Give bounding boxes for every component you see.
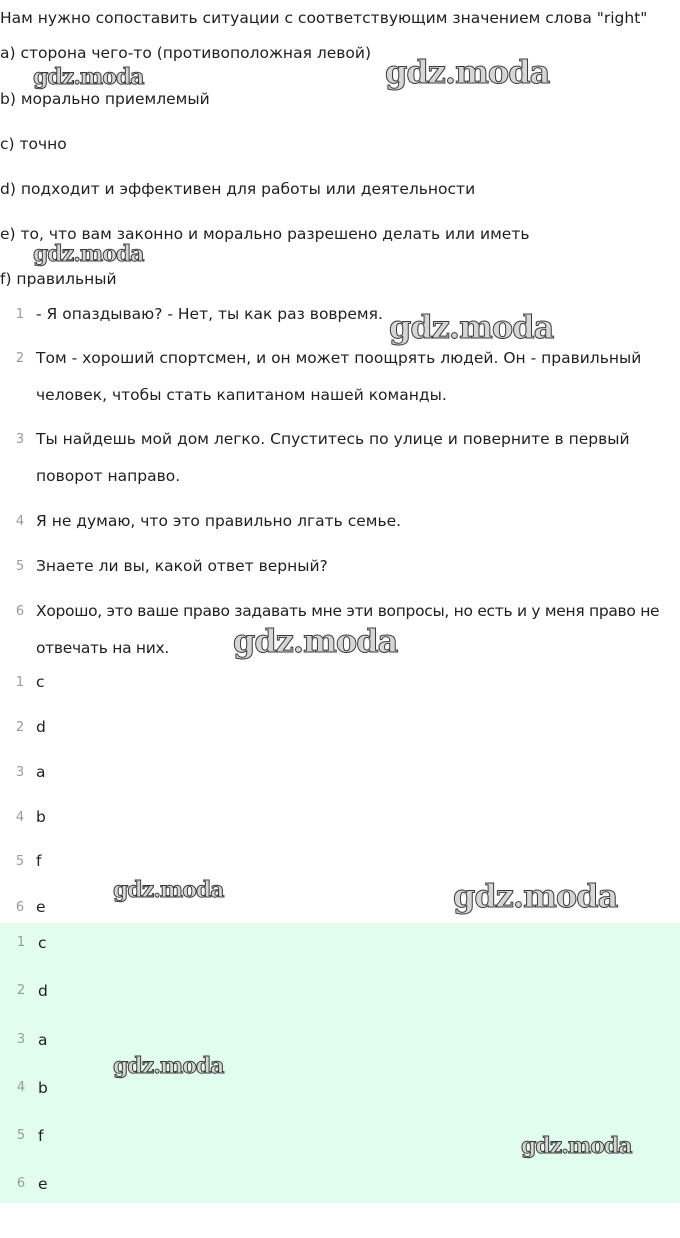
final-answer-item (0, 979, 680, 1003)
item-text: Знаете ли вы, какой ответ верный? (36, 557, 328, 575)
meaning-item: b) морально приемлемый (0, 90, 210, 108)
item-number: 5 (16, 1128, 26, 1143)
item-text: d (36, 718, 46, 736)
item-text: f (36, 852, 42, 870)
watermark: gdz.moda (33, 64, 144, 90)
item-text: c (38, 934, 47, 952)
item-number: 5 (15, 854, 25, 869)
item-number: 2 (16, 983, 26, 998)
final-answer-item (0, 931, 680, 955)
item-number: 3 (16, 1032, 26, 1047)
item-text: Том - хороший спортсмен, и он может поощрять людей. Он - правильный человек, чтобы стать капитаном нашей команды. (36, 349, 642, 404)
item-number: 1 (16, 935, 26, 950)
item-number: 6 (15, 604, 25, 619)
item-text: Ты найдешь мой дом легко. Спуститесь по улице и поверните в первый поворот направо. (36, 430, 630, 485)
item-text: c (36, 673, 45, 691)
watermark: gdz.moda (385, 53, 550, 91)
item-number: 2 (15, 720, 25, 735)
item-number: 2 (15, 351, 25, 366)
item-text: f (38, 1127, 44, 1145)
meaning-item: d) подходит и эффективен для работы или деятельности (0, 180, 476, 198)
item-number: 3 (15, 765, 25, 780)
item-number: 5 (15, 559, 25, 574)
final-answer-item (0, 1076, 680, 1100)
item-text: e (36, 898, 46, 916)
final-answer-panel (0, 923, 680, 1203)
item-text: a (38, 1031, 48, 1049)
watermark: gdz.moda (113, 1053, 224, 1079)
final-answer-item (0, 1028, 680, 1052)
item-number: 4 (16, 1080, 26, 1095)
meaning-item: e) то, что вам законно и морально разрешено делать или иметь (0, 225, 530, 243)
item-text: Хорошо, это ваше право задавать мне эти вопросы, но есть и у меня право не отвечать на них. (36, 602, 660, 657)
item-number: 3 (15, 432, 25, 447)
watermark: gdz.moda (521, 1133, 632, 1159)
meaning-item: c) точно (0, 135, 67, 153)
item-number: 6 (16, 1176, 26, 1191)
item-number: 4 (15, 810, 25, 825)
intro-text: Нам нужно сопоставить ситуации с соответствующим значением слова "right" (0, 9, 648, 27)
meaning-item: a) сторона чего-то (противоположная левой) (0, 44, 372, 62)
item-number: 1 (15, 307, 25, 322)
item-text: b (38, 1079, 48, 1097)
item-text: e (38, 1175, 48, 1193)
item-text: a (36, 763, 46, 781)
item-number: 1 (15, 675, 25, 690)
meaning-item: f) правильный (0, 270, 117, 288)
item-text: - Я опаздываю? - Нет, ты как раз вовремя. (36, 305, 383, 323)
watermark: gdz.moda (113, 877, 224, 903)
watermark: gdz.moda (33, 241, 144, 267)
item-text: b (36, 808, 46, 826)
watermark: gdz.moda (233, 622, 398, 660)
item-number: 4 (15, 514, 25, 529)
watermark: gdz.moda (389, 308, 554, 346)
final-answer-item (0, 1172, 680, 1196)
watermark: gdz.moda (453, 877, 618, 915)
item-text: Я не думаю, что это правильно лгать семье. (36, 512, 402, 530)
item-text: d (38, 982, 48, 1000)
item-number: 6 (15, 900, 25, 915)
